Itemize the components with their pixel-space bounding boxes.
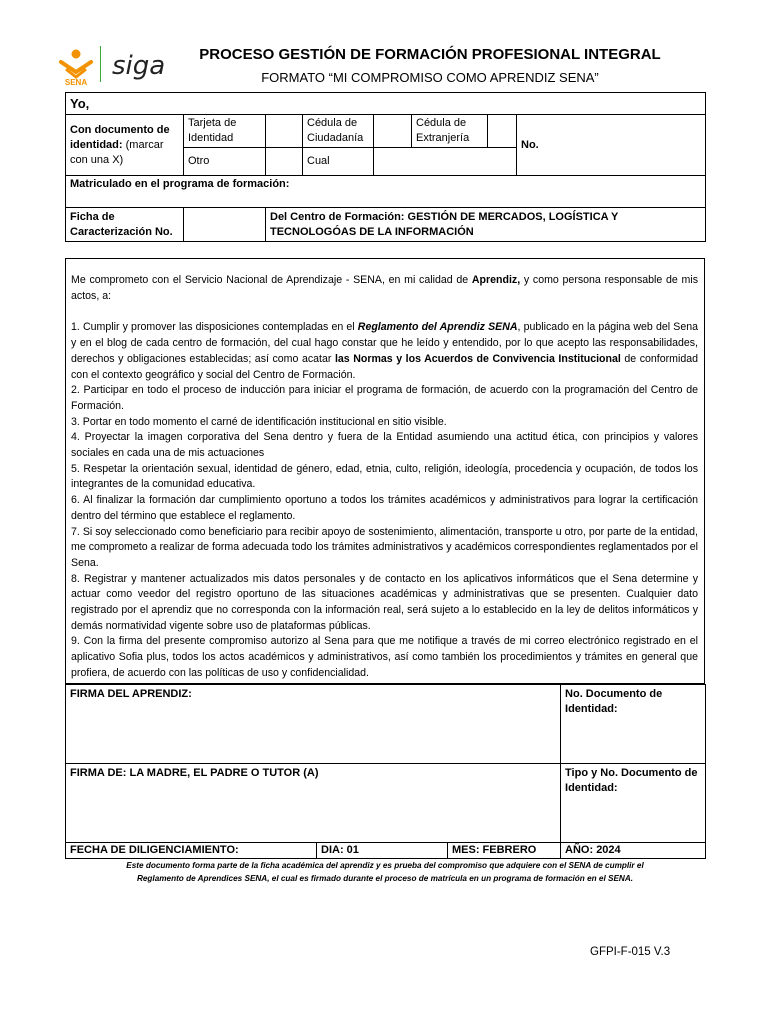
identity-table bbox=[65, 92, 706, 242]
item1-b: Reglamento del Aprendiz SENA bbox=[357, 321, 518, 334]
ficha-field[interactable] bbox=[184, 208, 266, 242]
tarjeta-checkbox[interactable] bbox=[266, 115, 303, 148]
centro-label: Del Centro de Formación: GESTIÓN DE MERCADOS, LOGÍSTICA Y TECNOLOGÓAS DE LA INFORMACIÓN bbox=[266, 208, 706, 242]
footnote bbox=[90, 859, 680, 885]
no-doc-field[interactable] bbox=[561, 685, 706, 764]
commitment-item-1 bbox=[71, 320, 698, 383]
cedula-extranjeria-label: Cédula de Extranjería bbox=[412, 115, 488, 147]
document-title: PROCESO GESTIÓN DE FORMACIÓN PROFESIONAL INTEGRAL bbox=[199, 46, 661, 63]
no-doc-label: No. Documento de Identidad: bbox=[565, 688, 663, 715]
tarjeta-label: Tarjeta de Identidad bbox=[184, 115, 266, 148]
commitment-item-4: 4. Proyectar la imagen corporativa del Sena dentro y fuera de la Entidad asumiendo una actitud ética, con principios y valores sociales en cada una de mis actuaciones bbox=[71, 431, 698, 460]
otro-label: Otro bbox=[184, 148, 266, 176]
commitment-box bbox=[65, 258, 705, 684]
doc-number-label: No. bbox=[521, 138, 539, 151]
commitment-item-7: 7. Si soy seleccionado como beneficiario para recibir apoyo de sostenimiento, alimentación, transporte u otro, por parte de la entidad, me comprometo a realizar de forma adecuada todo los trámites administrativos y académicos correspondientes reglamentados por el Sena. bbox=[71, 525, 698, 569]
cedula-extranjeria-checkbox[interactable] bbox=[488, 115, 516, 147]
cedula-ciudadania-checkbox[interactable] bbox=[374, 115, 412, 148]
cual-label: Cual bbox=[303, 148, 374, 176]
commitment-item-2: 2. Participar en todo el proceso de inducción para iniciar el programa de formación, de acuerdo con la programación del Centro de Formación. bbox=[71, 384, 698, 412]
otro-checkbox[interactable] bbox=[266, 148, 303, 176]
firma-aprendiz-field[interactable] bbox=[66, 685, 561, 764]
firma-tutor-label: FIRMA DE: LA MADRE, EL PADRE O TUTOR (A) bbox=[70, 767, 319, 779]
doc-number-field[interactable] bbox=[517, 115, 706, 176]
yo-field[interactable]: Yo, bbox=[66, 93, 706, 115]
siga-logo-text: siga bbox=[112, 51, 166, 81]
doc-label bbox=[66, 115, 184, 176]
anio-field[interactable]: AÑO: 2024 bbox=[561, 843, 706, 859]
item1-a: 1. Cumplir y promover las disposiciones contempladas en el bbox=[71, 321, 358, 334]
signature-table bbox=[65, 684, 706, 859]
tipo-doc-label: Tipo y No. Documento de Identidad: bbox=[565, 767, 698, 794]
commitment-item-6: 6. Al finalizar la formación dar cumplimiento oportuno a todos los trámites académicos y administrativos para lograr la certificación dentro del término que establece el reglamento. bbox=[71, 494, 698, 522]
sena-logo bbox=[57, 46, 95, 86]
cual-field[interactable] bbox=[374, 148, 517, 176]
item1-e: de conformidad con el contexto geográfico y social del Centro de Formación. bbox=[71, 352, 698, 381]
commitment-item-8: 8. Registrar y mantener actualizados mis datos personales y de contacto en los aplicativos informáticos que el Sena determine y actuar como veedor del registro oportuno de las situaciones académicas y administrativas que se presenten. Cualquier dato registrado por el aprendiz que no corresponda con la información real, será sujeto a lo establecido en la ley de delitos informáticos y demás normatividad vigente sobre uso de plataformas públicas. bbox=[71, 572, 698, 632]
item1-d: las Normas y los Acuerdos de Convivencia Institucional bbox=[334, 352, 621, 365]
document-subtitle: FORMATO “MI COMPROMISO COMO APRENDIZ SENA” bbox=[261, 70, 599, 85]
footnote-line-1: Este documento forma parte de la ficha académica del aprendiz y es prueba del compromiso que adquiere con el SENA de cumplir el bbox=[126, 861, 644, 870]
programa-field[interactable]: Matriculado en el programa de formación: bbox=[66, 176, 706, 208]
siga-logo bbox=[108, 44, 168, 84]
intro-part-b: Aprendiz, bbox=[471, 274, 521, 286]
sena-logo-text: SENA bbox=[64, 78, 88, 86]
dia-field[interactable]: DIA: 01 bbox=[317, 843, 448, 859]
footnote-line-2: Reglamento de Aprendices SENA, el cual es firmado durante el proceso de matrícula en un programa de formación en el SENA. bbox=[136, 874, 634, 883]
firma-aprendiz-label: FIRMA DEL APRENDIZ: bbox=[70, 688, 192, 700]
intro-part-a: Me comprometo con el Servicio Nacional de Aprendizaje - SENA, en mi calidad de bbox=[71, 274, 472, 286]
doc-hint: (marcar con una X) bbox=[70, 138, 164, 166]
commitment-item-9: 9. Con la firma del presente compromiso autorizo al Sena para que me notifique a través de mi correo electrónico registrado en el aplicativo Sofia plus, todos los actos académicos y administrativos, así como también los procedimientos y trámites en general que profiera, de acuerdo con las políticas de uso y confidencialidad. bbox=[71, 635, 698, 679]
mes-field[interactable]: MES: FEBRERO bbox=[448, 843, 561, 859]
doc-label-text: Con documento de identidad: bbox=[70, 123, 170, 151]
commitment-item-3: 3. Portar en todo momento el carné de identificación institucional en sitio visible. bbox=[71, 415, 447, 428]
firma-tutor-field[interactable] bbox=[66, 764, 561, 843]
fecha-label: FECHA DE DILIGENCIAMIENTO: bbox=[66, 843, 317, 859]
commitment-item-5: 5. Respetar la orientación sexual, identidad de género, edad, etnia, culto, religión, ideología, procedencia y ocupación, de todos los integrantes de la comunidad educativa. bbox=[71, 462, 698, 491]
document-code: GFPI-F-015 V.3 bbox=[590, 946, 671, 958]
intro-part-c: y como persona responsable de mis actos, a: bbox=[71, 274, 699, 302]
tipo-doc-field[interactable] bbox=[561, 764, 706, 843]
commitment-intro bbox=[71, 273, 698, 304]
item1-c: , publicado en la página web del Sena y en el blog de cada centro de formación, del cual hago constar que he leído y entendido, por lo que acepto las responsabilidades, derechos y obligaciones establecidas; así como acatar bbox=[71, 321, 698, 365]
ficha-label: Ficha de Caracterización No. bbox=[66, 208, 184, 242]
cedula-extranjeria-cell bbox=[412, 115, 517, 148]
logo-divider bbox=[100, 46, 101, 82]
cedula-ciudadania-label: Cédula de Ciudadanía bbox=[303, 115, 374, 148]
